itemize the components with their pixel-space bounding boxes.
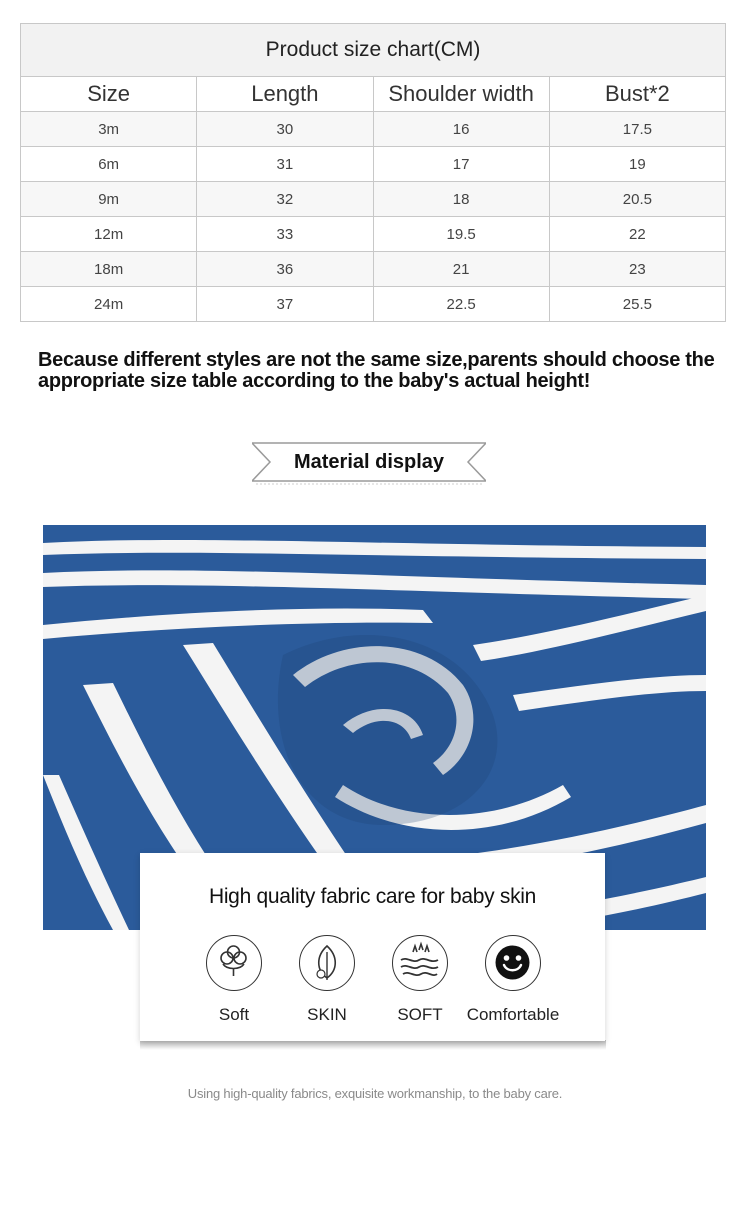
cell-length: 33 <box>197 217 373 252</box>
cell-length: 32 <box>197 182 373 217</box>
feature-soft <box>184 935 284 1025</box>
feature-soft-wave <box>370 935 470 1025</box>
column-header-length: Length <box>197 77 373 112</box>
cell-shoulder-width: 18 <box>373 182 549 217</box>
feature-label-skin: SKIN <box>307 1005 347 1024</box>
feature-skin <box>277 935 377 1025</box>
cell-shoulder-width: 19.5 <box>373 217 549 252</box>
material-display-label: Material display <box>293 451 445 473</box>
size-chart-table <box>20 23 726 322</box>
cell-length: 36 <box>197 252 373 287</box>
cell-size: 18m <box>21 252 197 287</box>
column-header-shoulder-width: Shoulder width <box>373 77 549 112</box>
material-display-banner <box>252 442 486 484</box>
table-row <box>21 147 726 182</box>
table-row <box>21 252 726 287</box>
smiley-icon <box>485 935 541 991</box>
feature-card <box>140 853 605 1041</box>
cell-shoulder-width: 22.5 <box>373 287 549 322</box>
cell-size: 24m <box>21 287 197 322</box>
size-chart-title-row <box>21 24 726 77</box>
care-caption: Using high-quality fabrics, exquisite workmanship, to the baby care. <box>187 1086 563 1101</box>
cell-size: 12m <box>21 217 197 252</box>
cell-length: 37 <box>197 287 373 322</box>
size-notice: Because different styles are not the same size,parents should choose the appropriate size table according to the baby's actual height! <box>38 349 715 392</box>
size-chart-title: Product size chart(CM) <box>21 24 726 77</box>
cell-size: 3m <box>21 112 197 147</box>
cell-bust: 17.5 <box>549 112 725 147</box>
feature-label-soft-wave: SOFT <box>397 1005 443 1024</box>
table-row <box>21 287 726 322</box>
cell-size: 6m <box>21 147 197 182</box>
wave-icon <box>392 935 448 991</box>
cell-bust: 25.5 <box>549 287 725 322</box>
cell-bust: 19 <box>549 147 725 182</box>
table-row <box>21 112 726 147</box>
feature-label-soft: Soft <box>218 1005 250 1024</box>
cell-bust: 23 <box>549 252 725 287</box>
cell-shoulder-width: 17 <box>373 147 549 182</box>
cell-shoulder-width: 16 <box>373 112 549 147</box>
feature-label-comfortable: Comfortable <box>466 1005 560 1024</box>
cell-bust: 20.5 <box>549 182 725 217</box>
table-row <box>21 217 726 252</box>
feature-comfortable <box>463 935 563 1025</box>
column-header-bust: Bust*2 <box>549 77 725 112</box>
cell-size: 9m <box>21 182 197 217</box>
cell-length: 30 <box>197 112 373 147</box>
cell-bust: 22 <box>549 217 725 252</box>
cell-length: 31 <box>197 147 373 182</box>
card-title: High quality fabric care for baby skin <box>208 885 537 908</box>
card-shadow <box>140 1040 606 1050</box>
column-header-size: Size <box>21 77 197 112</box>
cell-shoulder-width: 21 <box>373 252 549 287</box>
size-chart-header-row <box>21 77 726 112</box>
cotton-icon <box>206 935 262 991</box>
table-row <box>21 182 726 217</box>
leaf-icon <box>299 935 355 991</box>
